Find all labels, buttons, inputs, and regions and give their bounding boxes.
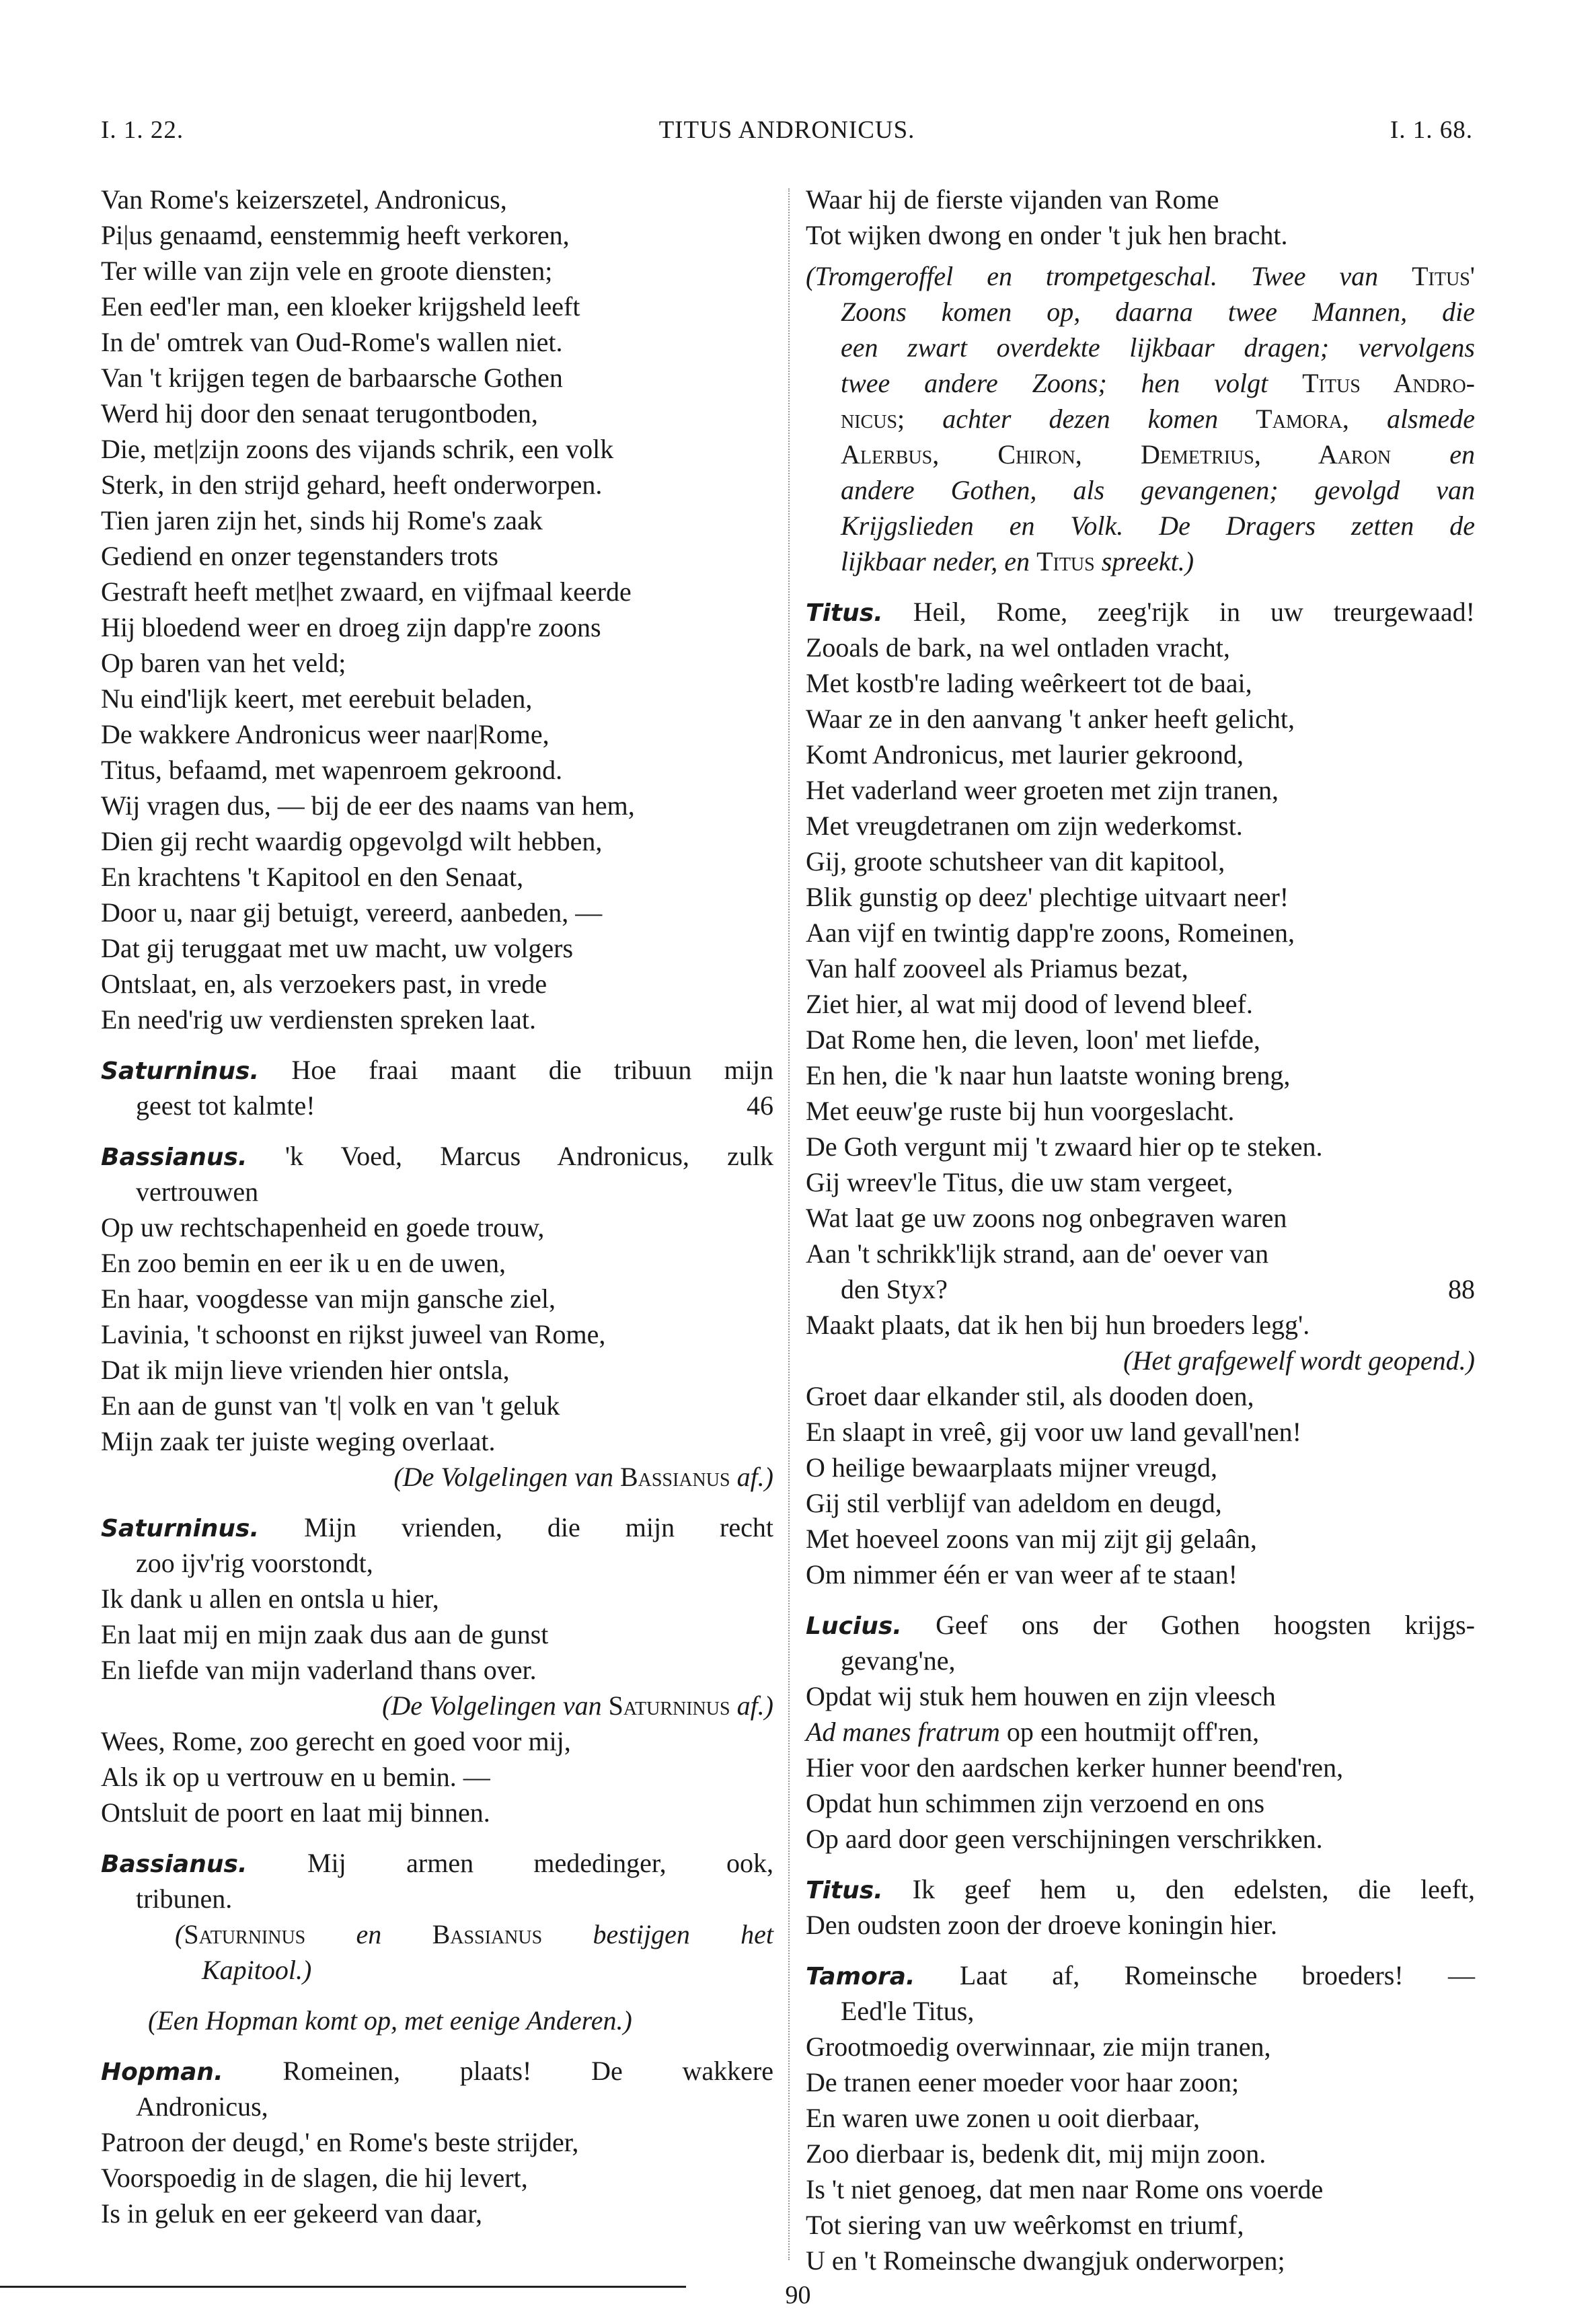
verse-line: En zoo bemin en eer ik u en de uwen, bbox=[101, 1248, 506, 1278]
verse-line: En haar, voogdesse van mijn gansche ziel, bbox=[101, 1283, 556, 1314]
verse-block bbox=[806, 182, 1475, 253]
verse-block bbox=[806, 1378, 1475, 1592]
verse-line: Ontslaat, en, als verzoekers past, in vrede bbox=[101, 969, 547, 999]
verse-line: Dat gij teruggaat met uw macht, uw volgers bbox=[101, 933, 574, 963]
verse-line: den Styx? 88 bbox=[806, 1271, 1475, 1307]
verse-line: Blik gunstig op deez' plechtige uitvaart neer! bbox=[806, 882, 1289, 912]
verse-line: Om nimmer één er van weer af te staan! bbox=[806, 1559, 1238, 1590]
verse-line: Van half zooveel als Priamus bezat, bbox=[806, 953, 1188, 983]
stage-direction: (Saturninus en Bassianus bestijgen het bbox=[175, 1919, 774, 1949]
verse-line: Grootmoedig overwinnaar, zie mijn tranen, bbox=[806, 2031, 1271, 2062]
verse-line: Waar ze in den aanvang 't anker heeft gelicht, bbox=[806, 704, 1295, 734]
verse-line: En hen, die 'k naar hun laatste woning breng, bbox=[806, 1060, 1291, 1090]
stage-direction: Krijgslieden en Volk. De Dragers zetten de bbox=[841, 511, 1475, 541]
verse-block bbox=[101, 1723, 773, 1830]
speech-first-line: Titus. Ik geef hem u, den edelsten, die leeft, bbox=[806, 1874, 1476, 1904]
stage-direction: Alerbus, Chiron, Demetrius, Aaron en bbox=[841, 439, 1475, 470]
verse-line: Eed'le Titus, bbox=[841, 1996, 975, 2026]
verse-block bbox=[806, 1678, 1475, 1714]
speech-first-line: Hopman. Romeinen, plaats! De wakkere bbox=[101, 2056, 773, 2086]
verse-line: Van 't krijgen tegen de barbaarsche Gothen bbox=[101, 363, 563, 393]
verse-line: Lavinia, 't schoonst en rijkst juweel van Rome, bbox=[101, 1319, 606, 1349]
speaker-name: Lucius. bbox=[806, 1612, 902, 1640]
verse-line: Patroon der deugd,' en Rome's beste strijder, bbox=[101, 2127, 579, 2157]
verse-line: Opdat hun schimmen zijn verzoend en ons bbox=[806, 1788, 1265, 1818]
verse-line: Dien gij recht waardig opgevolgd wilt hebben, bbox=[101, 826, 603, 856]
verse-line: Tien jaren zijn het, sinds hij Rome's zaak bbox=[101, 505, 543, 535]
verse-line: Tot wijken dwong en onder 't juk hen bracht. bbox=[806, 220, 1288, 250]
stage-direction: (Tromgeroffel en trompetgeschal. Twee van Titus' bbox=[806, 261, 1475, 291]
speaker-name: Hopman. bbox=[101, 2058, 223, 2086]
verse-line: Wat laat ge uw zoons nog onbegraven waren bbox=[806, 1203, 1287, 1233]
verse-line: geest tot kalmte! 46 bbox=[101, 1088, 773, 1123]
verse-line: De tranen eener moeder voor haar zoon; bbox=[806, 2067, 1240, 2097]
stage-direction: (De Volgelingen van Bassianus af.) bbox=[393, 1462, 773, 1492]
verse-line: Met kostb're lading weêrkeert tot de baai, bbox=[806, 668, 1252, 698]
verse-line: Met vreugdetranen om zijn wederkomst. bbox=[806, 811, 1243, 841]
verse-block bbox=[101, 182, 773, 1037]
stage-direction: een zwart overdekte lijkbaar dragen; vervolgens bbox=[841, 332, 1475, 363]
verse-line: Ziet hier, al wat mij dood of levend bleef. bbox=[806, 989, 1253, 1019]
verse-line: Gij, groote schutsheer van dit kapitool, bbox=[806, 846, 1225, 877]
verse-line: Hij bloedend weer en droeg zijn dapp're zoons bbox=[101, 612, 601, 642]
verse-line: Van Rome's keizerszetel, Andronicus, bbox=[101, 184, 507, 215]
speech-first-line: Saturninus. Mijn vrienden, die mijn recht bbox=[101, 1512, 774, 1542]
speaker-name: Bassianus. bbox=[101, 1851, 248, 1878]
verse-line: Ter wille van zijn vele en groote diensten; bbox=[101, 256, 553, 286]
stage-direction: andere Gothen, als gevangenen; gevolgd van bbox=[841, 475, 1475, 505]
verse-line: Op aard door geen verschijningen verschrikken. bbox=[806, 1824, 1323, 1854]
verse-line: En need'rig uw verdiensten spreken laat. bbox=[101, 1004, 536, 1035]
verse-line: Maakt plaats, dat ik hen bij hun broeders legg'. bbox=[806, 1310, 1310, 1340]
verse-line: En laat mij en mijn zaak dus aan de gunst bbox=[101, 1619, 549, 1649]
verse-block bbox=[101, 1209, 773, 1459]
verse-block bbox=[101, 2124, 773, 2231]
verse-line: Hier voor den aardschen kerker hunner beend'ren, bbox=[806, 1752, 1344, 1783]
line-number: 46 bbox=[747, 1090, 773, 1121]
stage-direction: twee andere Zoons; hen volgt Titus Andro- bbox=[841, 368, 1475, 398]
verse-line: Gestraft heeft met|het zwaard, en vijfmaal keerde bbox=[101, 576, 632, 607]
verse-line: Is 't niet genoeg, dat men naar Rome ons voerde bbox=[806, 2174, 1324, 2204]
speaker-name: Titus. bbox=[806, 1877, 883, 1904]
verse-line: Wees, Rome, zoo gerecht en goed voor mij, bbox=[101, 1726, 571, 1756]
verse-line: Met eeuw'ge ruste bij hun voorgeslacht. bbox=[806, 1096, 1235, 1126]
verse-line: Wij vragen dus, — bij de eer des naams van hem, bbox=[101, 790, 635, 821]
verse-line: Die, met|zijn zoons des vijands schrik, een volk bbox=[101, 434, 614, 464]
verse-line: Op uw rechtschapenheid en goede trouw, bbox=[101, 1212, 545, 1242]
verse-line: zoo ijv'rig voorstondt, bbox=[136, 1548, 373, 1578]
page-edge-mark bbox=[0, 2286, 686, 2296]
verse-line: Met hoeveel zoons van mij zijt gij gelaân, bbox=[806, 1524, 1257, 1554]
speech-first-line: Titus. Heil, Rome, zeeg'rijk in uw treurgewaad! bbox=[806, 597, 1476, 627]
verse-line: Gij wreev'le Titus, die uw stam vergeet, bbox=[806, 1167, 1233, 1197]
verse-line: Aan 't schrikk'lijk strand, aan de' oever van bbox=[806, 1238, 1269, 1269]
verse-line: Groet daar elkander stil, als dooden doen, bbox=[806, 1381, 1254, 1411]
verse-line: En liefde van mijn vaderland thans over. bbox=[101, 1655, 537, 1685]
speech-first-line: Tamora. Laat af, Romeinsche broeders! — bbox=[806, 1960, 1475, 1990]
verse-line: Door u, naar gij betuigt, vereerd, aanbeden, — bbox=[101, 897, 603, 928]
stage-direction: Zoons komen op, daarna twee Mannen, die bbox=[841, 297, 1475, 327]
latin-phrase: Ad manes fratrum bbox=[806, 1717, 1000, 1747]
verse-line: Waar hij de fierste vijanden van Rome bbox=[806, 184, 1219, 215]
speech-first-line: Bassianus. Mij armen mededinger, ook, bbox=[101, 1848, 773, 1878]
speaker-name: Saturninus. bbox=[101, 1515, 260, 1542]
verse-line: Titus, befaamd, met wapenroem gekroond. bbox=[101, 755, 563, 785]
verse-line: Dat ik mijn lieve vrienden hier ontsla, bbox=[101, 1355, 510, 1385]
verse-block bbox=[101, 1581, 773, 1688]
speech-first-line: Bassianus. 'k Voed, Marcus Andronicus, zulk bbox=[101, 1141, 773, 1171]
verse-line: U en 't Romeinsche dwangjuk onderworpen; bbox=[806, 2245, 1285, 2276]
speaker-name: Tamora. bbox=[806, 1963, 915, 1990]
column-divider bbox=[788, 188, 790, 2260]
stage-direction: Kapitool.) bbox=[202, 1955, 312, 1985]
verse-line: Komt Andronicus, met laurier gekroond, bbox=[806, 739, 1244, 770]
verse-block bbox=[806, 630, 1475, 1271]
verse-line: gevang'ne, bbox=[841, 1645, 956, 1676]
verse-block bbox=[806, 1750, 1475, 1857]
header-reference-right: I. 1. 68. bbox=[1390, 116, 1473, 144]
verse-line: Ontsluit de poort en laat mij binnen. bbox=[101, 1797, 490, 1828]
verse-line: Aan vijf en twintig dapp're zoons, Romeinen, bbox=[806, 918, 1295, 948]
right-column bbox=[806, 182, 1475, 2278]
verse-line: Gij stil verblijf van adeldom en deugd, bbox=[806, 1488, 1222, 1518]
verse-line: Een eed'ler man, een kloeker krijgsheld leeft bbox=[101, 291, 580, 322]
speaker-name: Saturninus. bbox=[101, 1057, 260, 1085]
stage-direction: (Een Hopman komt op, met eenige Anderen.) bbox=[148, 2005, 632, 2036]
running-header bbox=[101, 116, 1473, 149]
verse-line: Pi|us genaamd, eenstemmig heeft verkoren, bbox=[101, 220, 570, 250]
page-number: 90 bbox=[785, 2281, 811, 2309]
verse-line: Het vaderland weer groeten met zijn tranen, bbox=[806, 775, 1279, 805]
verse-line: tribunen. bbox=[136, 1884, 233, 1914]
header-reference-left: I. 1. 22. bbox=[101, 116, 184, 144]
speaker-name: Bassianus. bbox=[101, 1144, 248, 1171]
verse-line: vertrouwen bbox=[136, 1177, 259, 1207]
verse-line: Gediend en onzer tegenstanders trots bbox=[101, 541, 498, 571]
header-title: TITUS ANDRONICUS. bbox=[658, 116, 915, 144]
left-column bbox=[101, 182, 773, 2231]
verse-line: En krachtens 't Kapitool en den Senaat, bbox=[101, 862, 524, 892]
verse-line: Is in geluk en eer gekeerd van daar, bbox=[101, 2198, 483, 2229]
verse-line: O heilige bewaarplaats mijner vreugd, bbox=[806, 1452, 1217, 1483]
verse-line: De Goth vergunt mij 't zwaard hier op te steken. bbox=[806, 1131, 1323, 1162]
verse-line: Zoo dierbaar is, bedenk dit, mij mijn zoon. bbox=[806, 2138, 1266, 2169]
verse-line: Ik dank u allen en ontsla u hier, bbox=[101, 1583, 439, 1614]
verse-line: Sterk, in den strijd gehard, heeft onderworpen. bbox=[101, 470, 603, 500]
verse-line: Tot siering van uw weêrkomst en triumf, bbox=[806, 2210, 1244, 2240]
verse-line: De wakkere Andronicus weer naar|Rome, bbox=[101, 719, 549, 749]
verse-line: En aan de gunst van 't| volk en van 't geluk bbox=[101, 1390, 560, 1421]
stage-direction: (Het grafgewelf wordt geopend.) bbox=[1123, 1345, 1475, 1376]
verse-line: Den oudsten zoon der droeve koningin hier. bbox=[806, 1910, 1277, 1940]
verse-line: Als ik op u vertrouw en u bemin. — bbox=[101, 1762, 490, 1792]
speech-first-line: Lucius. Geef ons der Gothen hoogsten krijgs- bbox=[806, 1610, 1475, 1640]
verse-line: Ad manes fratrum op een houtmijt off'ren, bbox=[806, 1717, 1260, 1747]
verse-line: En slaapt in vreê, gij voor uw land gevall'nen! bbox=[806, 1417, 1301, 1447]
verse-line: Dat Rome hen, die leven, loon' met liefde, bbox=[806, 1024, 1260, 1055]
verse-line: En waren uwe zonen u ooit dierbaar, bbox=[806, 2103, 1200, 2133]
verse-block bbox=[806, 2029, 1475, 2278]
line-number: 88 bbox=[1448, 1274, 1475, 1304]
verse-line: Andronicus, bbox=[136, 2091, 268, 2122]
stage-direction: (De Volgelingen van Saturninus af.) bbox=[382, 1690, 773, 1721]
verse-line: Werd hij door den senaat terugontboden, bbox=[101, 398, 538, 428]
verse-line: Mijn zaak ter juiste weging overlaat. bbox=[101, 1426, 496, 1456]
stage-direction: nicus; achter dezen komen Tamora, alsmede bbox=[841, 404, 1476, 434]
verse-line: Nu eind'lijk keert, met eerebuit beladen, bbox=[101, 683, 533, 714]
verse-line: Opdat wij stuk hem houwen en zijn vleesch bbox=[806, 1681, 1276, 1711]
verse-line: In de' omtrek van Oud-Rome's wallen niet. bbox=[101, 327, 563, 357]
verse-line: Voorspoedig in de slagen, die hij levert, bbox=[101, 2163, 528, 2193]
speech-first-line: Saturninus. Hoe fraai maant die tribuun mijn bbox=[101, 1055, 774, 1085]
verse-line: Op baren van het veld; bbox=[101, 648, 346, 678]
stage-direction: lijkbaar neder, en Titus spreekt.) bbox=[841, 546, 1194, 576]
speaker-name: Titus. bbox=[806, 599, 883, 627]
verse-line: Zooals de bark, na wel ontladen vracht, bbox=[806, 632, 1230, 663]
